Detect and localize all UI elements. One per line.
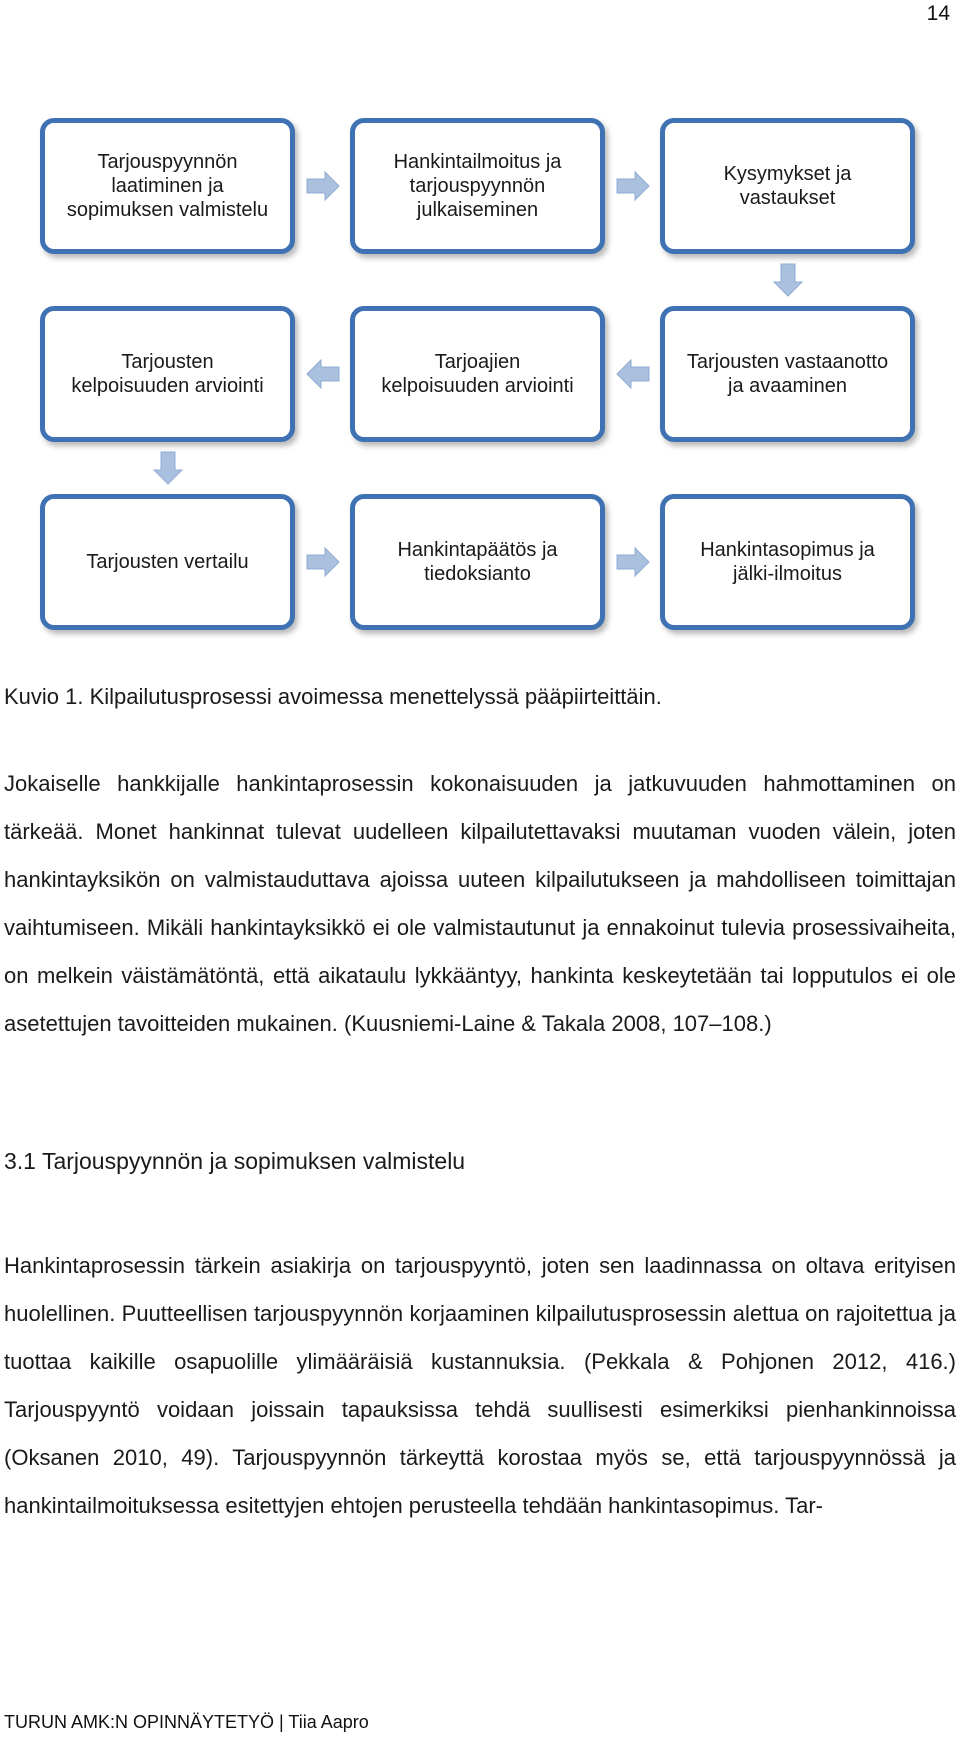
arrow-right-icon [615, 546, 651, 578]
flow-step-8 [350, 494, 605, 630]
flow-step-label: Tarjousten vertailu [86, 551, 249, 573]
flow-step-9 [660, 494, 915, 630]
flow-step-2 [350, 118, 605, 254]
flow-step-label: Tarjousten vastaanotto ja avaaminen [686, 351, 889, 397]
flow-step-label: Hankintasopimus ja jälki-ilmoitus [700, 539, 875, 585]
arrow-right-icon [305, 546, 341, 578]
section-heading: 3.1 Tarjouspyynnön ja sopimuksen valmistelu [4, 1148, 466, 1174]
flow-step-label: Hankintailmoitus ja tarjouspyynnön julkaiseminen [393, 151, 562, 221]
page-number: 14 [926, 2, 950, 25]
arrow-down-icon [772, 262, 804, 298]
arrow-left-icon [305, 358, 341, 390]
process-flowchart [0, 0, 960, 650]
body-paragraph-2: Hankintaprosessin tärkein asiakirja on tarjouspyyntö, joten sen laadinnassa on oltava erityisen huolellinen. Puutteellisen tarjouspyynnön korjaaminen kilpailutusprosessin alettua on rajoitettua ja tuottaa kaikille osapuolille ylimääräisiä kustannuksia. (Pekkala & Pohjonen 2012, 416.) Tarjouspyyntö voidaan joissain tapauksissa tehdä suullisesti esimerkiksi pienhankinnoissa (Oksanen 2010, 49). Tarjouspyynnön tärkeyttä korostaa myös se, että tarjouspyynnössä ja hankintailmoituksessa esitettyjen ehtojen perusteella tehdään hankintasopimus. Tar- [4, 1253, 956, 1518]
flow-step-label: Kysymykset ja vastaukset [723, 163, 852, 209]
body-paragraph-1: Jokaiselle hankkijalle hankintaprosessin kokonaisuuden ja jatkuvuuden hahmottaminen on tärkeää. Monet hankinnat tulevat uudelleen kilpailutettavaksi muutaman vuoden välein, joten hankintayksikön on valmistauduttava ajoissa uuteen kilpailutukseen ja mahdolliseen toimittajan vaihtumiseen. Mikäli hankintayksikkö ei ole valmistautunut ja ennakoinut tulevia prosessivaiheita, on melkein väistämätöntä, että aikataulu lykkääntyy, hankinta keskeytetään tai lopputulos ei ole asetettujen tavoitteiden mukainen. (Kuusniemi-Laine & Takala 2008, 107–108.) [4, 771, 956, 1036]
page-footer: TURUN AMK:N OPINNÄYTETYÖ | Tiia Aapro [4, 1712, 369, 1732]
flow-step-7 [40, 494, 295, 630]
flow-step-label: Tarjousten kelpoisuuden arviointi [71, 351, 264, 397]
arrow-right-icon [615, 170, 651, 202]
flow-step-5 [350, 306, 605, 442]
arrow-right-icon [305, 170, 341, 202]
flow-step-3 [660, 118, 915, 254]
flow-step-6 [40, 306, 295, 442]
figure-caption: Kuvio 1. Kilpailutusprosessi avoimessa menettelyssä pääpiirteittäin. [4, 684, 662, 709]
flow-step-4 [660, 306, 915, 442]
arrow-left-icon [615, 358, 651, 390]
arrow-down-icon [152, 450, 184, 486]
flow-step-label: Tarjouspyynnön laatiminen ja sopimuksen valmistelu [66, 151, 269, 221]
flow-step-label: Hankintapäätös ja tiedoksianto [397, 539, 558, 585]
flow-step-label: Tarjoajien kelpoisuuden arviointi [381, 351, 574, 397]
flow-step-1 [40, 118, 295, 254]
